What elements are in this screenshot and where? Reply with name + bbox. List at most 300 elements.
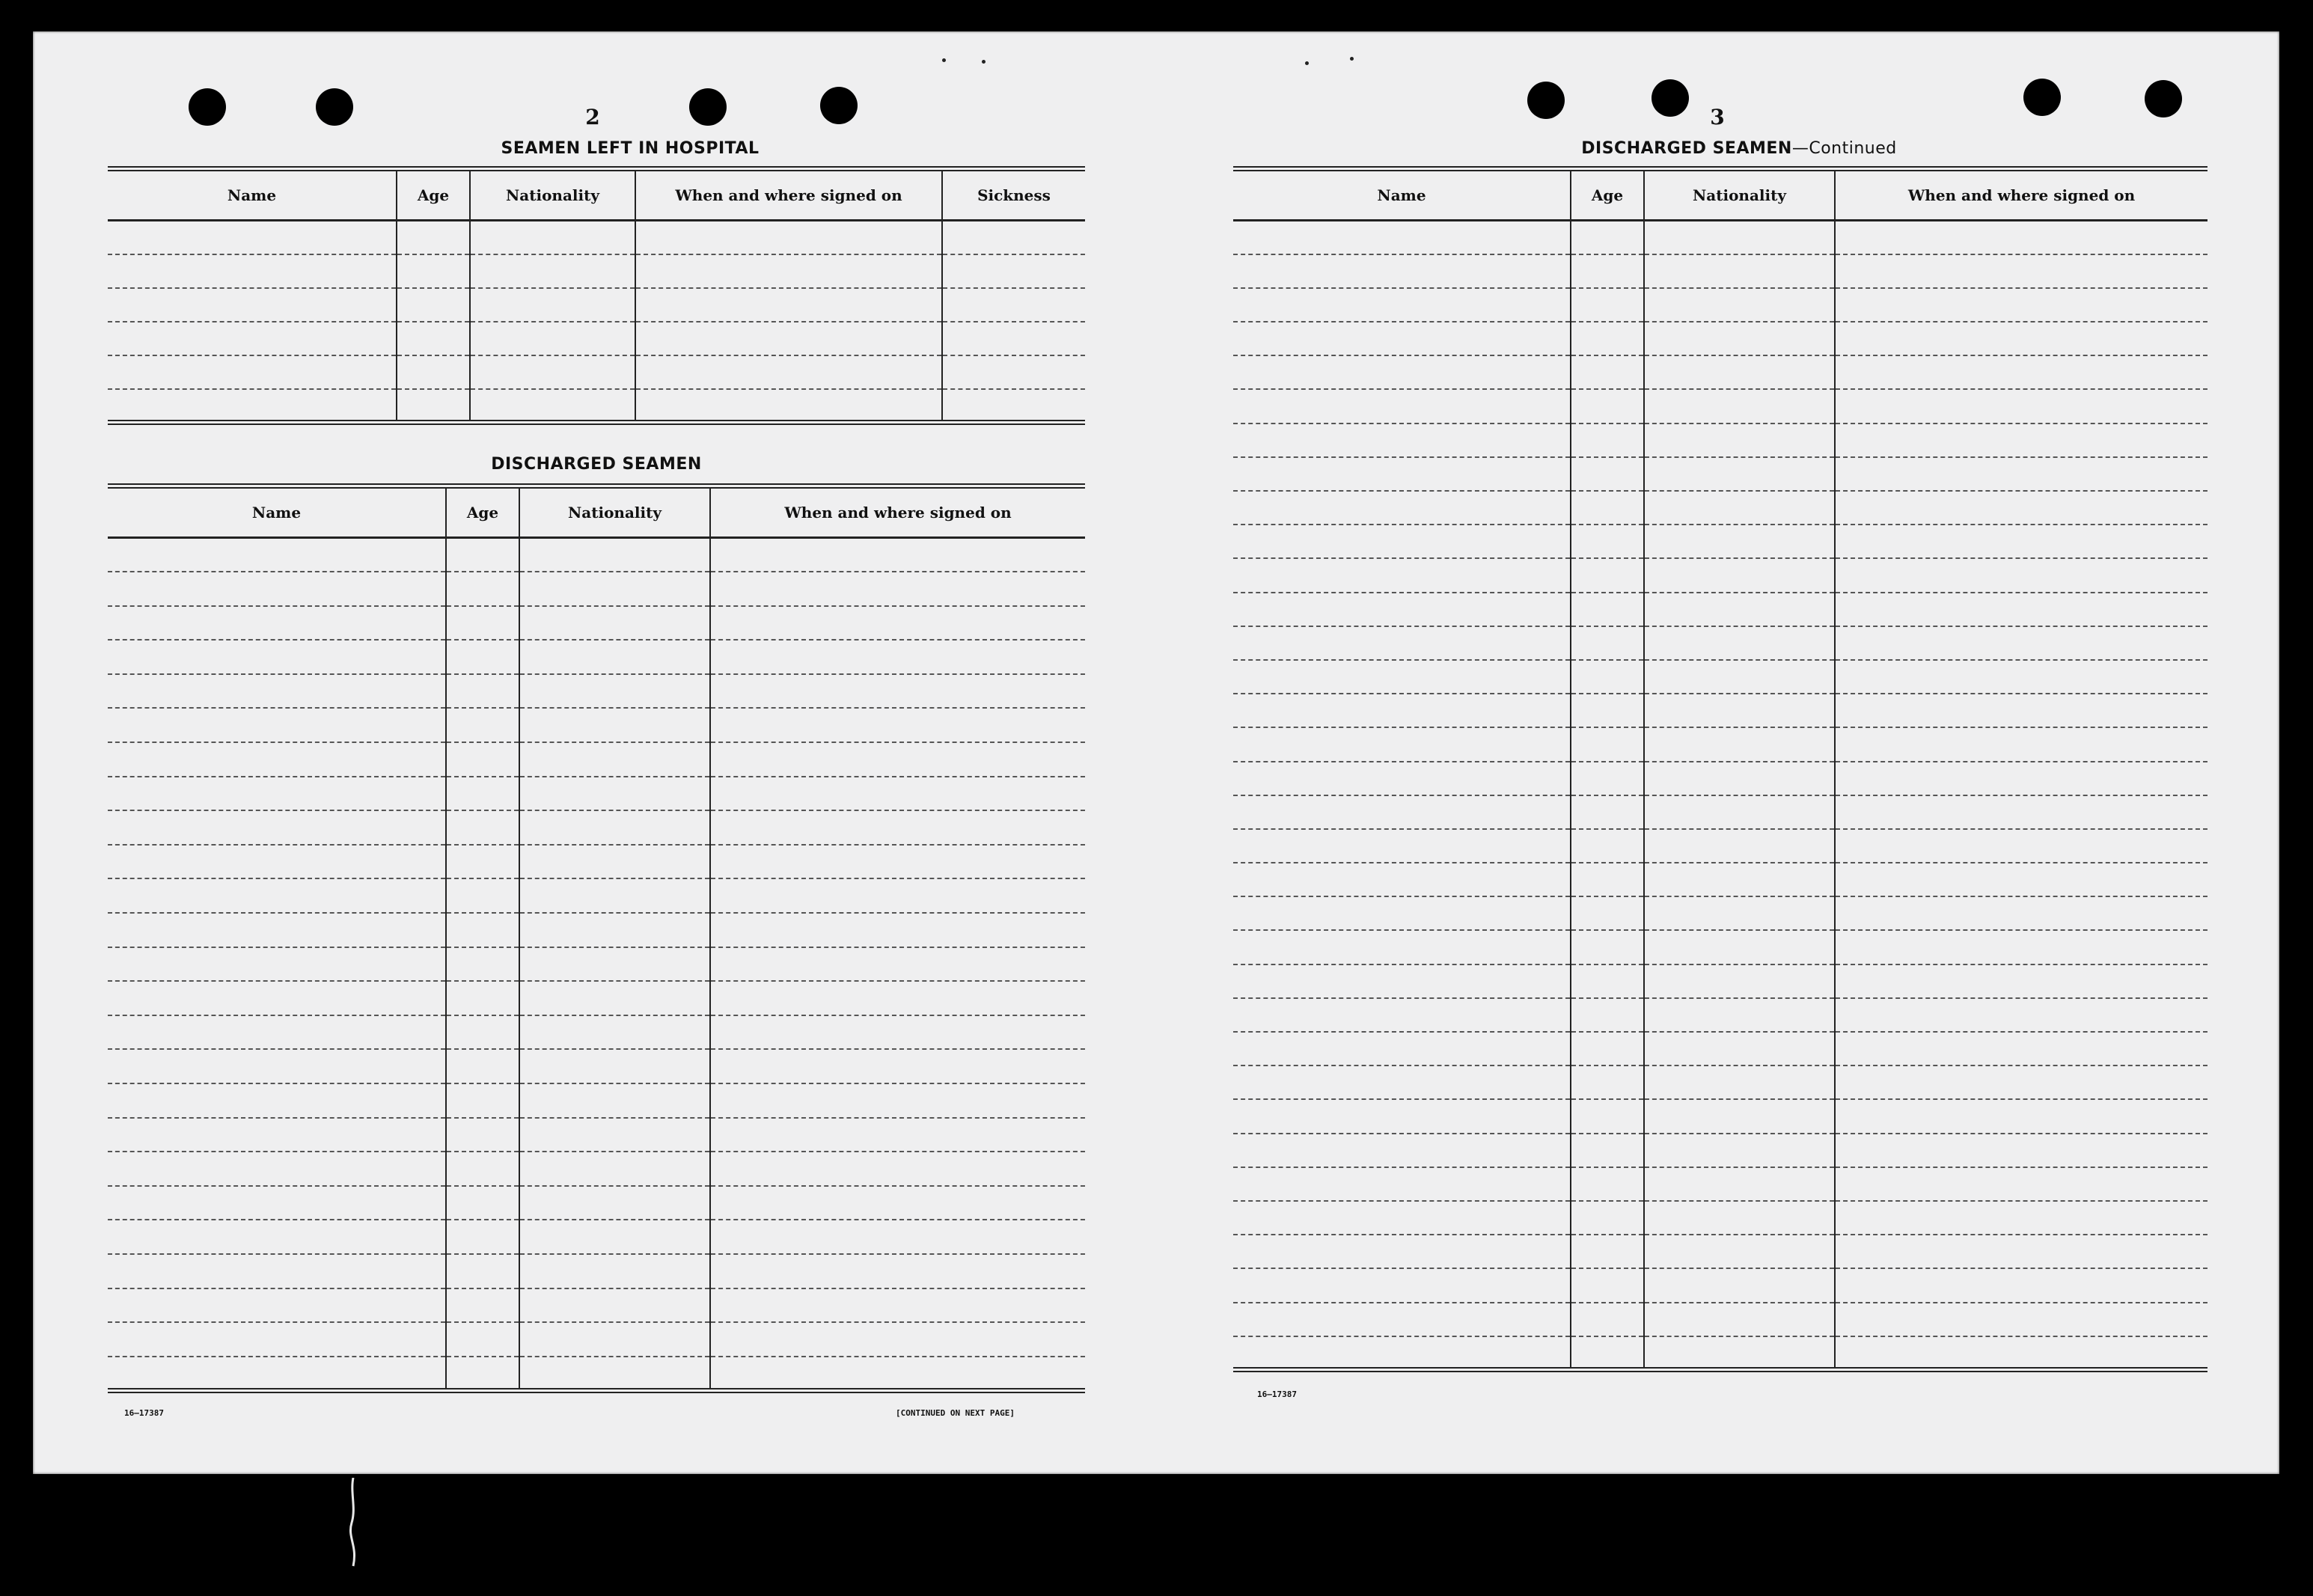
blank-entry-cell [1233,1032,1571,1065]
column-header-age: Age [446,486,519,538]
column-header-nationality: Nationality [470,169,635,221]
hospital-table-header [108,169,1085,221]
discharged-table [108,483,1085,1393]
paper-speck [1350,57,1354,61]
blank-entry-cell [519,674,710,709]
blank-entry-cell [519,1049,710,1083]
blank-entry-row [1233,964,2207,998]
blank-entry-cell [1233,762,1571,795]
blank-entry-cell [1835,221,2207,254]
blank-entry-cell [1233,221,1571,254]
blank-entry-cell [108,389,397,423]
blank-entry-cell [519,1254,710,1288]
blank-entry-cell [1644,626,1835,660]
blank-entry-cell [1571,355,1644,389]
discharged-continued-header [1233,169,2207,221]
blank-entry-cell [1571,964,1644,998]
blank-entry-cell [1571,930,1644,964]
blank-entry-cell [1835,254,2207,288]
blank-entry-cell [1644,1336,1835,1370]
blank-entry-row [108,810,1085,845]
blank-entry-cell [1644,762,1835,795]
blank-entry-cell [710,1288,1085,1323]
blank-entry-row [108,572,1085,606]
column-header-signed-on: When and where signed on [710,486,1085,538]
blank-entry-cell [108,572,446,606]
blank-entry-row [1233,288,2207,322]
blank-entry-cell [1835,1032,2207,1065]
blank-entry-cell [519,742,710,777]
column-header-name: Name [108,486,446,538]
column-header-age: Age [397,169,470,221]
blank-entry-cell [1835,1167,2207,1201]
blank-entry-cell [519,981,710,1015]
blank-entry-row [108,355,1085,389]
blank-entry-cell [1233,694,1571,727]
blank-entry-cell [446,1015,519,1050]
blank-entry-row [108,288,1085,322]
blank-entry-cell [1835,998,2207,1032]
blank-entry-cell [1571,491,1644,525]
continued-note: [CONTINUED ON NEXT PAGE] [896,1408,1015,1418]
blank-entry-cell [1835,558,2207,592]
blank-entry-cell [942,355,1085,389]
binder-hole [1652,79,1689,117]
binder-hole [316,88,353,126]
blank-entry-cell [108,981,446,1015]
blank-entry-cell [470,355,635,389]
blank-entry-cell [1233,1167,1571,1201]
blank-entry-row [1233,525,2207,558]
blank-entry-cell [1571,558,1644,592]
blank-entry-cell [1233,457,1571,491]
blank-entry-cell [1571,221,1644,254]
blank-entry-cell [710,1049,1085,1083]
hospital-section-title: SEAMEN LEFT IN HOSPITAL [501,139,760,158]
blank-entry-cell [1571,896,1644,930]
column-header-nationality: Nationality [1644,169,1835,221]
blank-entry-cell [108,640,446,674]
blank-entry-cell [519,777,710,811]
blank-entry-cell [1644,1134,1835,1167]
blank-entry-cell [1571,389,1644,423]
blank-entry-cell [397,389,470,423]
blank-entry-row [108,538,1085,572]
blank-entry-cell [1835,1201,2207,1235]
blank-entry-row [1233,593,2207,626]
blank-entry-cell [710,640,1085,674]
hospital-table [108,166,1085,425]
blank-entry-cell [446,1254,519,1288]
blank-entry-cell [1233,593,1571,626]
blank-entry-cell [1835,322,2207,355]
blank-entry-cell [635,355,942,389]
blank-entry-cell [1233,288,1571,322]
blank-entry-cell [1835,694,2207,727]
blank-entry-cell [1571,593,1644,626]
blank-entry-cell [108,538,446,572]
blank-entry-cell [446,878,519,913]
discharged-table-body [108,538,1085,1391]
blank-entry-cell [446,1118,519,1152]
column-header-signed-on: When and where signed on [635,169,942,221]
blank-entry-cell [1644,389,1835,423]
blank-entry-row [1233,863,2207,896]
blank-entry-cell [1835,389,2207,423]
blank-entry-cell [397,322,470,355]
column-header-name: Name [108,169,397,221]
blank-entry-cell [1571,762,1644,795]
blank-entry-cell [1644,998,1835,1032]
form-code: 16—17387 [124,1408,164,1418]
blank-entry-cell [108,674,446,709]
blank-entry-cell [1233,1065,1571,1099]
blank-entry-cell [108,845,446,879]
blank-entry-cell [710,878,1085,913]
paper-speck [942,58,946,62]
blank-entry-cell [1835,491,2207,525]
blank-entry-cell [108,913,446,947]
blank-entry-cell [519,845,710,879]
blank-entry-cell [1233,424,1571,457]
blank-entry-cell [710,845,1085,879]
blank-entry-row [108,606,1085,640]
blank-entry-row [108,777,1085,811]
blank-entry-cell [1835,1235,2207,1268]
blank-entry-cell [108,777,446,811]
blank-entry-cell [446,708,519,742]
blank-entry-cell [1835,964,2207,998]
blank-entry-cell [108,355,397,389]
blank-entry-row [1233,762,2207,795]
blank-entry-cell [1233,558,1571,592]
blank-entry-cell [1644,727,1835,761]
binder-hole [189,88,226,126]
blank-entry-cell [108,1288,446,1323]
blank-entry-cell [710,606,1085,640]
blank-entry-cell [1835,762,2207,795]
blank-entry-row [1233,727,2207,761]
discharged-section-title: DISCHARGED SEAMEN [491,455,702,474]
blank-entry-cell [108,1049,446,1083]
blank-entry-cell [446,1049,519,1083]
blank-entry-cell [1571,1235,1644,1268]
blank-entry-cell [446,674,519,709]
blank-entry-row [108,1083,1085,1118]
blank-entry-cell [108,1357,446,1391]
blank-entry-cell [1571,727,1644,761]
blank-entry-row [1233,424,2207,457]
blank-entry-cell [446,1083,519,1118]
blank-entry-cell [1233,1303,1571,1336]
blank-entry-cell [1571,998,1644,1032]
blank-entry-cell [108,1083,446,1118]
blank-entry-cell [446,913,519,947]
blank-entry-row [1233,694,2207,727]
blank-entry-cell [1233,254,1571,288]
blank-entry-cell [1233,525,1571,558]
blank-entry-cell [519,1186,710,1220]
blank-entry-cell [446,572,519,606]
blank-entry-cell [1571,1099,1644,1133]
blank-entry-cell [1233,355,1571,389]
blank-entry-cell [710,1254,1085,1288]
blank-entry-cell [710,1083,1085,1118]
page-number-left: 2 [585,105,600,129]
blank-entry-row [108,389,1085,423]
blank-entry-row [108,947,1085,982]
blank-entry-cell [1233,1268,1571,1302]
blank-entry-row [1233,998,2207,1032]
blank-entry-cell [397,355,470,389]
blank-entry-row [108,1220,1085,1254]
blank-entry-cell [1835,525,2207,558]
hospital-table-body [108,221,1085,423]
binder-hole [1527,82,1565,119]
blank-entry-row [1233,1235,2207,1268]
blank-entry-cell [1233,930,1571,964]
blank-entry-cell [519,1015,710,1050]
blank-entry-cell [710,810,1085,845]
binder-hole [2145,80,2182,117]
blank-entry-row [108,1118,1085,1152]
blank-entry-cell [1835,795,2207,829]
blank-entry-cell [397,288,470,322]
blank-entry-row [108,221,1085,254]
blank-entry-cell [108,947,446,982]
blank-entry-cell [1835,1065,2207,1099]
blank-entry-cell [1835,1268,2207,1302]
blank-entry-cell [1233,998,1571,1032]
blank-entry-cell [635,389,942,423]
blank-entry-cell [710,981,1085,1015]
blank-entry-cell [1644,558,1835,592]
blank-entry-cell [470,322,635,355]
blank-entry-cell [1571,1201,1644,1235]
blank-entry-cell [1571,795,1644,829]
blank-entry-cell [397,221,470,254]
blank-entry-row [108,640,1085,674]
blank-entry-cell [519,913,710,947]
blank-entry-cell [635,322,942,355]
blank-entry-row [108,878,1085,913]
blank-entry-cell [1644,1032,1835,1065]
blank-entry-row [108,1357,1085,1391]
blank-entry-cell [1233,1336,1571,1370]
column-header-name: Name [1233,169,1571,221]
blank-entry-cell [519,1118,710,1152]
binder-hole [689,88,727,126]
blank-entry-cell [1644,288,1835,322]
blank-entry-cell [446,845,519,879]
paper-tear-mark [338,1478,368,1568]
blank-entry-row [1233,558,2207,592]
blank-entry-cell [1571,424,1644,457]
blank-entry-cell [519,1322,710,1357]
blank-entry-cell [1233,795,1571,829]
blank-entry-cell [519,708,710,742]
form-sheet [33,31,2279,1474]
blank-entry-row [1233,355,2207,389]
page-number-right: 3 [1710,105,1725,129]
blank-entry-cell [1571,626,1644,660]
blank-entry-cell [942,322,1085,355]
blank-entry-cell [1233,1235,1571,1268]
blank-entry-row [108,981,1085,1015]
blank-entry-cell [1571,829,1644,863]
blank-entry-cell [1644,593,1835,626]
blank-entry-cell [470,254,635,288]
blank-entry-row [1233,1134,2207,1167]
blank-entry-cell [1233,322,1571,355]
blank-entry-cell [1835,727,2207,761]
blank-entry-row [108,322,1085,355]
blank-entry-cell [108,708,446,742]
blank-entry-cell [710,1220,1085,1254]
blank-entry-cell [446,1152,519,1186]
blank-entry-cell [519,878,710,913]
blank-entry-cell [1571,525,1644,558]
blank-entry-cell [519,947,710,982]
blank-entry-cell [519,1220,710,1254]
blank-entry-row [108,1288,1085,1323]
blank-entry-row [108,1186,1085,1220]
blank-entry-row [1233,1065,2207,1099]
blank-entry-cell [1644,964,1835,998]
discharged-table-header [108,486,1085,538]
blank-entry-cell [1644,525,1835,558]
blank-entry-cell [1644,1065,1835,1099]
discharged-continued-body [1233,221,2207,1370]
blank-entry-cell [1644,1099,1835,1133]
blank-entry-cell [470,221,635,254]
blank-entry-cell [1644,795,1835,829]
blank-entry-cell [1835,1336,2207,1370]
blank-entry-cell [108,1152,446,1186]
blank-entry-row [108,1152,1085,1186]
blank-entry-cell [519,1152,710,1186]
blank-entry-cell [1571,1065,1644,1099]
blank-entry-row [108,708,1085,742]
blank-entry-cell [710,1015,1085,1050]
blank-entry-row [1233,389,2207,423]
blank-entry-cell [108,288,397,322]
blank-entry-cell [446,1322,519,1357]
blank-entry-cell [108,1322,446,1357]
binder-hole [2023,79,2061,116]
blank-entry-cell [1644,491,1835,525]
blank-entry-cell [1571,322,1644,355]
blank-entry-row [1233,896,2207,930]
blank-entry-cell [1644,896,1835,930]
blank-entry-row [1233,1303,2207,1336]
blank-entry-cell [446,640,519,674]
blank-entry-cell [1233,863,1571,896]
blank-entry-cell [397,254,470,288]
blank-entry-cell [942,288,1085,322]
blank-entry-cell [1644,863,1835,896]
blank-entry-row [1233,1167,2207,1201]
blank-entry-row [1233,1032,2207,1065]
blank-entry-cell [1644,355,1835,389]
blank-entry-cell [519,606,710,640]
blank-entry-cell [1571,1134,1644,1167]
blank-entry-cell [470,389,635,423]
blank-entry-cell [519,1357,710,1391]
blank-entry-row [1233,221,2207,254]
blank-entry-row [1233,795,2207,829]
blank-entry-cell [1233,1099,1571,1133]
blank-entry-cell [108,221,397,254]
blank-entry-cell [1233,829,1571,863]
blank-entry-cell [710,1322,1085,1357]
blank-entry-cell [710,947,1085,982]
blank-entry-cell [1644,660,1835,694]
blank-entry-cell [942,254,1085,288]
blank-entry-cell [519,538,710,572]
blank-entry-cell [710,572,1085,606]
blank-entry-cell [635,221,942,254]
blank-entry-cell [1835,355,2207,389]
blank-entry-cell [1571,457,1644,491]
blank-entry-cell [1644,829,1835,863]
blank-entry-cell [635,254,942,288]
column-header-sickness: Sickness [942,169,1085,221]
blank-entry-cell [1644,694,1835,727]
blank-entry-cell [108,606,446,640]
blank-entry-row [108,1049,1085,1083]
blank-entry-row [1233,1201,2207,1235]
blank-entry-cell [1644,1303,1835,1336]
blank-entry-cell [1835,930,2207,964]
blank-entry-cell [108,742,446,777]
blank-entry-cell [710,538,1085,572]
blank-entry-cell [1835,660,2207,694]
blank-entry-cell [1644,930,1835,964]
blank-entry-cell [1571,660,1644,694]
paper-speck [982,60,986,64]
blank-entry-cell [1835,829,2207,863]
blank-entry-cell [1571,288,1644,322]
blank-entry-cell [1835,288,2207,322]
blank-entry-cell [446,1186,519,1220]
binder-hole [820,87,858,124]
blank-entry-cell [1835,1099,2207,1133]
column-header-nationality: Nationality [519,486,710,538]
blank-entry-cell [942,389,1085,423]
blank-entry-cell [710,742,1085,777]
blank-entry-cell [1835,896,2207,930]
blank-entry-cell [710,913,1085,947]
blank-entry-cell [446,1288,519,1323]
blank-entry-row [108,674,1085,709]
title-bold: DISCHARGED SEAMEN [1581,139,1792,158]
blank-entry-cell [519,1083,710,1118]
blank-entry-cell [710,1186,1085,1220]
blank-entry-cell [519,640,710,674]
blank-entry-cell [1233,389,1571,423]
blank-entry-cell [1233,491,1571,525]
blank-entry-row [1233,1336,2207,1370]
blank-entry-cell [1233,660,1571,694]
blank-entry-cell [1571,1167,1644,1201]
column-header-signed-on: When and where signed on [1835,169,2207,221]
discharged-continued-title [1233,139,2245,158]
blank-entry-cell [1571,1336,1644,1370]
blank-entry-cell [108,878,446,913]
blank-entry-cell [1233,964,1571,998]
blank-entry-cell [1571,1032,1644,1065]
